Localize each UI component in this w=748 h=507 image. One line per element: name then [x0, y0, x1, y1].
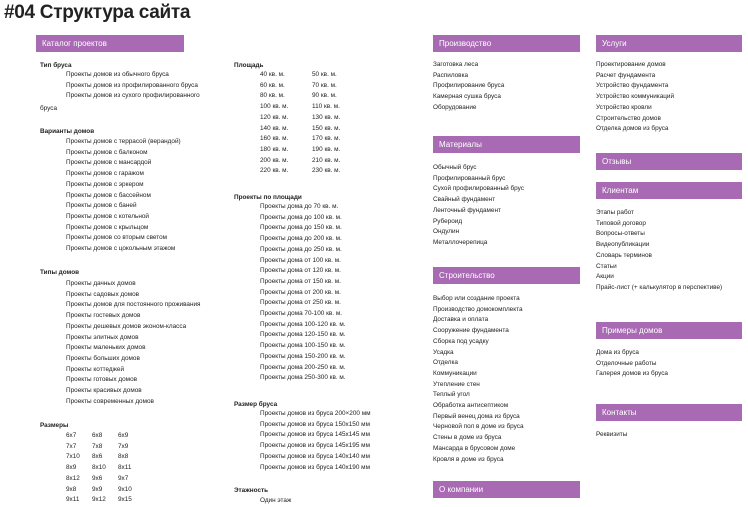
- list-etazhnost: [260, 496, 291, 507]
- list-item[interactable]: 110 кв. м.: [312, 103, 340, 111]
- list-item[interactable]: 60 кв. м.: [260, 81, 285, 89]
- group-label-etazhnost: Этажность: [234, 487, 269, 494]
- group-label-tipy: Типы домов: [40, 269, 80, 276]
- list-item[interactable]: Словарь терминов: [596, 251, 652, 259]
- list-item[interactable]: Проекты домов для постоянного проживания: [66, 301, 201, 309]
- list-item[interactable]: Устройство кровли: [596, 103, 652, 111]
- list-item[interactable]: 9x6: [92, 474, 103, 482]
- list-item[interactable]: Проекты домов из бруса 150x150 мм: [260, 420, 370, 428]
- list-item[interactable]: Стены в доме из бруса: [433, 434, 502, 442]
- list-item[interactable]: Прайс-лист (+ калькулятор в перспективе): [596, 283, 723, 291]
- list-klientam: [596, 208, 722, 294]
- list-item[interactable]: 8x9: [66, 464, 77, 472]
- list-item[interactable]: Проекты гостевых домов: [66, 312, 141, 320]
- list-item[interactable]: 150 кв. м.: [312, 124, 341, 132]
- list-item[interactable]: 220 кв. м.: [260, 167, 289, 175]
- list-item[interactable]: 9x10: [118, 485, 132, 493]
- list-item[interactable]: Проекты дома до 250 кв. м.: [260, 245, 342, 253]
- list-item[interactable]: Проекты домов из бруса 140x190 мм: [260, 463, 370, 471]
- section-header-klientam[interactable]: Клиентам: [596, 182, 742, 199]
- list-item[interactable]: Проекты дома 120-150 кв. м.: [260, 331, 346, 339]
- list-item[interactable]: Проекты дома от 250 кв. м.: [260, 299, 341, 307]
- list-item[interactable]: Проекты домов из сухого профилированного: [66, 92, 200, 100]
- list-item[interactable]: 40 кв. м.: [260, 71, 285, 78]
- list-item[interactable]: Проекты маленьких домов: [66, 344, 146, 352]
- list-item[interactable]: Проекты дома 250-300 кв. м.: [260, 374, 346, 382]
- section-header-stroitelstvo[interactable]: Строительство: [433, 267, 580, 284]
- list-item[interactable]: Оборудование: [433, 103, 477, 111]
- list-item[interactable]: Утепление стен: [433, 380, 480, 388]
- list-uslugi: [596, 60, 674, 135]
- section-header-kontakty[interactable]: Контакты: [596, 404, 742, 421]
- list-varianty: [66, 137, 181, 255]
- list-item[interactable]: 9x15: [118, 496, 132, 504]
- list-item[interactable]: 8x6: [92, 453, 103, 461]
- list-item[interactable]: 9x8: [66, 485, 77, 493]
- list-item[interactable]: Дома из бруса: [596, 349, 639, 356]
- group-label-tip-brusa: Тип бруса: [40, 62, 72, 69]
- list-item[interactable]: Проекты современных домов: [66, 397, 154, 405]
- list-item[interactable]: Производство домокомплекта: [433, 305, 523, 313]
- list-tipy: [66, 279, 201, 407]
- grid-ploshad: [260, 70, 364, 177]
- list-proekty-po-ploshadi: [260, 202, 346, 384]
- list-item[interactable]: Проекты дачных домов: [66, 280, 136, 287]
- list-item[interactable]: Теплый угол: [433, 391, 470, 399]
- list-item[interactable]: Сооружение фундамента: [433, 327, 509, 335]
- list-item[interactable]: Проекты дешевых домов эконом-класса: [66, 322, 187, 330]
- list-item[interactable]: 8x10: [92, 464, 106, 472]
- list-item[interactable]: Проекты домов с бассейном: [66, 191, 151, 199]
- list-item[interactable]: Рубероид: [433, 217, 463, 225]
- list-item[interactable]: Проекты красивых домов: [66, 387, 142, 395]
- list-item[interactable]: Проекты домов с террасой (верандой): [66, 138, 181, 145]
- list-item[interactable]: Акции: [596, 273, 614, 281]
- section-header-o-kompanii[interactable]: О компании: [433, 481, 580, 498]
- list-item[interactable]: 7x10: [66, 453, 80, 461]
- list-item[interactable]: Проекты домов из бруса 200×200 мм: [260, 410, 371, 417]
- list-item[interactable]: Проекты домов из обычного бруса: [66, 71, 169, 78]
- list-item[interactable]: Проекты дома от 120 кв. м.: [260, 267, 341, 275]
- list-item[interactable]: Металлочерепица: [433, 238, 488, 246]
- group-label-razmer-brusa: Размер бруса: [234, 401, 278, 408]
- list-item[interactable]: 70 кв. м.: [312, 81, 337, 89]
- list-item[interactable]: Вопросы-ответы: [596, 230, 645, 238]
- list-item[interactable]: Профилирование бруса: [433, 82, 505, 90]
- list-item[interactable]: 100 кв. м.: [260, 103, 289, 111]
- list-item[interactable]: Устройство фундамента: [596, 82, 669, 90]
- list-item[interactable]: 6x9: [118, 432, 129, 439]
- list-item[interactable]: Проекты дома 200-250 кв. м.: [260, 363, 346, 371]
- page-title: #04 Структура сайта: [4, 2, 191, 23]
- grid-razmery: [66, 431, 144, 506]
- list-item[interactable]: Проекты домов из бруса 145x145 мм: [260, 431, 370, 439]
- list-kontakty: [596, 430, 627, 441]
- list-item[interactable]: 9x12: [92, 496, 106, 504]
- list-item[interactable]: Обычный брус: [433, 164, 477, 171]
- list-item[interactable]: Проекты дома от 100 кв. м.: [260, 256, 341, 264]
- list-item[interactable]: Проекты дома до 100 кв. м.: [260, 213, 342, 221]
- list-item[interactable]: Проектирование домов: [596, 61, 666, 68]
- list-item[interactable]: Один этаж: [260, 497, 292, 504]
- list-item[interactable]: 50 кв. м.: [312, 71, 337, 78]
- list-materialy: [433, 163, 524, 249]
- list-item[interactable]: 9x9: [92, 485, 103, 493]
- list-item[interactable]: Коммуникации: [433, 369, 477, 377]
- list-item[interactable]: Проекты домов со вторым светом: [66, 234, 168, 242]
- list-item[interactable]: 9x11: [66, 496, 80, 504]
- list-item[interactable]: Первый венец дома из бруса: [433, 412, 520, 420]
- list-item[interactable]: Галерея домов из бруса: [596, 370, 668, 378]
- list-item[interactable]: Проекты домов с гаражом: [66, 170, 144, 178]
- list-item[interactable]: Проекты домов с мансардой: [66, 159, 152, 167]
- list-item[interactable]: 230 кв. м.: [312, 167, 341, 175]
- list-item[interactable]: Строительство домов: [596, 114, 661, 122]
- list-item[interactable]: 8x11: [118, 464, 132, 472]
- list-item[interactable]: Проекты домов из профилированного бруса: [66, 81, 198, 89]
- list-item[interactable]: Усадка: [433, 348, 454, 356]
- list-item[interactable]: Проекты домов с крыльцом: [66, 223, 149, 231]
- list-item[interactable]: Проекты домов из бруса 140x140 мм: [260, 452, 370, 460]
- group-label-ploshad: Площадь: [234, 62, 264, 69]
- list-item[interactable]: Ленточный фундамент: [433, 206, 501, 214]
- list-proizvodstvo: [433, 60, 504, 114]
- list-item[interactable]: Проекты дома до 150 кв. м.: [260, 224, 342, 232]
- list-item[interactable]: 7x9: [118, 442, 129, 450]
- list-item[interactable]: Проекты дома от 200 кв. м.: [260, 288, 341, 296]
- list-item[interactable]: 200 кв. м.: [260, 156, 289, 164]
- list-item[interactable]: Проекты готовых домов: [66, 376, 138, 384]
- list-item[interactable]: 170 кв. м.: [312, 135, 341, 143]
- group-label-proekty-po-ploshadi: Проекты по площади: [234, 194, 302, 201]
- list-item[interactable]: Проекты домов с котельной: [66, 212, 149, 220]
- list-stroitelstvo: [433, 294, 524, 465]
- list-item[interactable]: Ондулин: [433, 228, 460, 236]
- list-item[interactable]: Этапы работ: [596, 209, 634, 216]
- list-item[interactable]: Доставка и оплата: [433, 316, 489, 324]
- list-item[interactable]: Отделочные работы: [596, 359, 657, 367]
- section-header-uslugi[interactable]: Услуги: [596, 35, 742, 52]
- list-item[interactable]: Отделка домов из бруса: [596, 125, 669, 133]
- section-header-catalog[interactable]: Каталог проектов: [36, 35, 184, 52]
- list-item[interactable]: Проекты дома до 200 кв. м.: [260, 235, 342, 243]
- list-item[interactable]: Заготовка леса: [433, 61, 479, 68]
- list-item[interactable]: Проекты домов с балконом: [66, 148, 148, 156]
- list-item[interactable]: 120 кв. м.: [260, 113, 289, 121]
- list-item[interactable]: Мансарда в брусовом доме: [433, 444, 516, 452]
- list-item[interactable]: Кровля в доме из бруса: [433, 455, 504, 463]
- list-item[interactable]: Проекты дома до 70 кв. м.: [260, 203, 339, 210]
- list-item[interactable]: 9x7: [118, 474, 129, 482]
- list-item[interactable]: Проекты домов с эркером: [66, 180, 144, 188]
- list-item[interactable]: Проекты домов с цокольным этажом: [66, 245, 176, 253]
- list-item[interactable]: Проекты дома 100-150 кв. м.: [260, 342, 346, 350]
- list-item[interactable]: Видеопубликации: [596, 241, 650, 249]
- list-razmer-brusa: [260, 409, 371, 473]
- list-item[interactable]: Распиловка: [433, 71, 469, 79]
- list-item[interactable]: 160 кв. м.: [260, 135, 289, 143]
- list-item[interactable]: Проекты дома 100-120 кв. м.: [260, 320, 346, 328]
- list-item[interactable]: Проекты дома 150-200 кв. м.: [260, 352, 346, 360]
- list-item[interactable]: Сборка под усадку: [433, 337, 489, 345]
- list-item[interactable]: Проекты садовых домов: [66, 290, 140, 298]
- list-item-wrap[interactable]: бруса: [40, 105, 58, 112]
- list-item[interactable]: 180 кв. м.: [260, 145, 289, 153]
- list-item[interactable]: 140 кв. м.: [260, 124, 289, 132]
- list-item[interactable]: Статьи: [596, 262, 617, 270]
- list-item[interactable]: Реквизиты: [596, 431, 628, 438]
- list-item[interactable]: Отделка: [433, 359, 458, 367]
- section-header-proizvodstvo[interactable]: Производство: [433, 35, 580, 52]
- list-item[interactable]: Черновой пол в доме из бруса: [433, 423, 524, 431]
- list-item[interactable]: 90 кв. м.: [312, 92, 337, 100]
- list-item[interactable]: 6x8: [92, 432, 103, 439]
- list-item[interactable]: 8x12: [66, 474, 80, 482]
- list-item[interactable]: Проекты домов из бруса 145x195 мм: [260, 442, 370, 450]
- list-item[interactable]: Проекты коттеджей: [66, 365, 125, 373]
- list-primery: [596, 348, 668, 380]
- list-item[interactable]: Сухой профилированный брус: [433, 185, 524, 193]
- list-item[interactable]: 8x8: [118, 453, 129, 461]
- list-item[interactable]: Проекты дома 70-100 кв. м.: [260, 310, 343, 318]
- section-header-materialy[interactable]: Материалы: [433, 136, 580, 153]
- list-item[interactable]: Выбор или создание проекта: [433, 295, 520, 302]
- list-item[interactable]: 7x7: [66, 442, 77, 450]
- list-item[interactable]: Профилированный брус: [433, 174, 506, 182]
- section-header-otzyvy[interactable]: Отзывы: [596, 153, 742, 170]
- list-item[interactable]: 210 кв. м.: [312, 156, 341, 164]
- list-tip-brusa: [66, 70, 200, 102]
- list-item[interactable]: Обработка антисептиком: [433, 402, 509, 410]
- list-item[interactable]: Типовой договор: [596, 219, 646, 227]
- group-label-varianty: Варианты домов: [40, 128, 95, 135]
- list-item[interactable]: Проекты домов с баней: [66, 202, 137, 210]
- list-item[interactable]: 80 кв. м.: [260, 92, 285, 100]
- list-item[interactable]: 130 кв. м.: [312, 113, 341, 121]
- list-item[interactable]: 6x7: [66, 432, 77, 439]
- list-item[interactable]: 190 кв. м.: [312, 145, 341, 153]
- list-item[interactable]: 7x8: [92, 442, 103, 450]
- list-item[interactable]: Свайный фундамент: [433, 196, 496, 204]
- section-header-primery[interactable]: Примеры домов: [596, 322, 742, 339]
- group-label-razmery: Размеры: [40, 422, 69, 429]
- list-item[interactable]: Камерная сушка бруса: [433, 93, 501, 101]
- list-item[interactable]: Проекты больших домов: [66, 354, 140, 362]
- list-item[interactable]: Проекты элитных домов: [66, 333, 139, 341]
- list-item[interactable]: Проекты дома от 150 кв. м.: [260, 277, 341, 285]
- list-item[interactable]: Расчет фундамента: [596, 71, 656, 79]
- list-item[interactable]: Устройство коммуникаций: [596, 93, 675, 101]
